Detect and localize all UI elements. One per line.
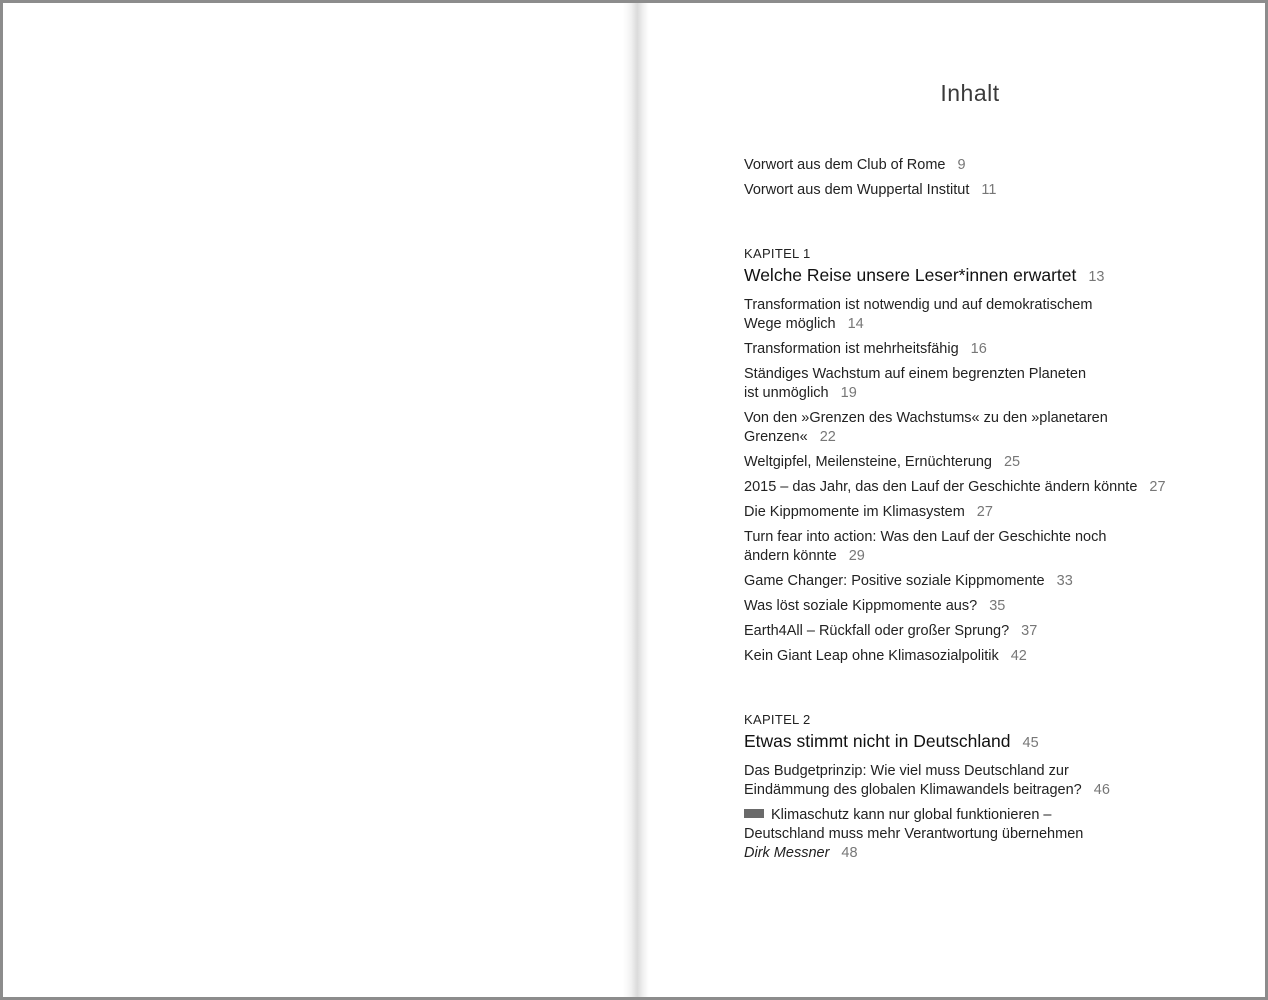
toc-entry[interactable]: Das Budgetprinzip: Wie viel muss Deutschland zur Eindämmung des globalen Klimawandels beitragen? 46 (744, 763, 1110, 798)
toc-entry[interactable]: Die Kippmomente im Klimasystem 27 (744, 504, 993, 520)
toc-entry[interactable]: Turn fear into action: Was den Lauf der Geschichte noch ändern könnte 29 (744, 529, 1107, 564)
essay-marker-icon (744, 809, 764, 818)
toc-entry[interactable]: Vorwort aus dem Club of Rome 9 (744, 157, 966, 173)
right-page-toc (635, 3, 1265, 997)
toc-list (744, 156, 1204, 869)
toc-entry[interactable]: Game Changer: Positive soziale Kippmomente 33 (744, 573, 1073, 589)
book-spread (3, 3, 1265, 997)
chapter-title[interactable]: Welche Reise unsere Leser*innen erwartet 13 (744, 265, 1105, 285)
toc-entry[interactable]: Ständiges Wachstum auf einem begrenzten Planeten ist unmöglich 19 (744, 366, 1087, 401)
toc-entry[interactable]: Transformation ist notwendig und auf demokratischem Wege möglich 14 (744, 297, 1093, 332)
toc-entry[interactable]: Kein Giant Leap ohne Klimasozialpolitik 42 (744, 648, 1027, 664)
toc-entry[interactable]: Transformation ist mehrheitsfähig 16 (744, 341, 987, 357)
essay-author: Dirk Messner (744, 845, 830, 861)
toc-entry[interactable]: Earth4All – Rückfall oder großer Sprung? 37 (744, 623, 1038, 639)
toc-title: Inhalt (940, 80, 1000, 106)
toc-entry[interactable]: Vorwort aus dem Wuppertal Institut 11 (744, 182, 997, 198)
toc-essay-entry[interactable]: Klimaschutz kann nur global funktionieren – Deutschland muss mehr Verantwortung übernehmen Dirk Messner 48 (744, 807, 1084, 861)
toc-entry[interactable]: Von den »Grenzen des Wachstums« zu den »planetaren Grenzen« 22 (744, 410, 1108, 445)
toc-entry[interactable]: Was löst soziale Kippmomente aus? 35 (744, 598, 1006, 614)
toc-entry[interactable]: 2015 – das Jahr, das den Lauf der Geschichte ändern könnte 27 (744, 479, 1166, 495)
chapter-title[interactable]: Etwas stimmt nicht in Deutschland 45 (744, 731, 1039, 751)
chapter-label: KAPITEL 2 (744, 712, 811, 727)
chapter-label: KAPITEL 1 (744, 246, 811, 261)
left-page-blank (3, 3, 635, 997)
toc-entry[interactable]: Weltgipfel, Meilensteine, Ernüchterung 25 (744, 454, 1021, 470)
